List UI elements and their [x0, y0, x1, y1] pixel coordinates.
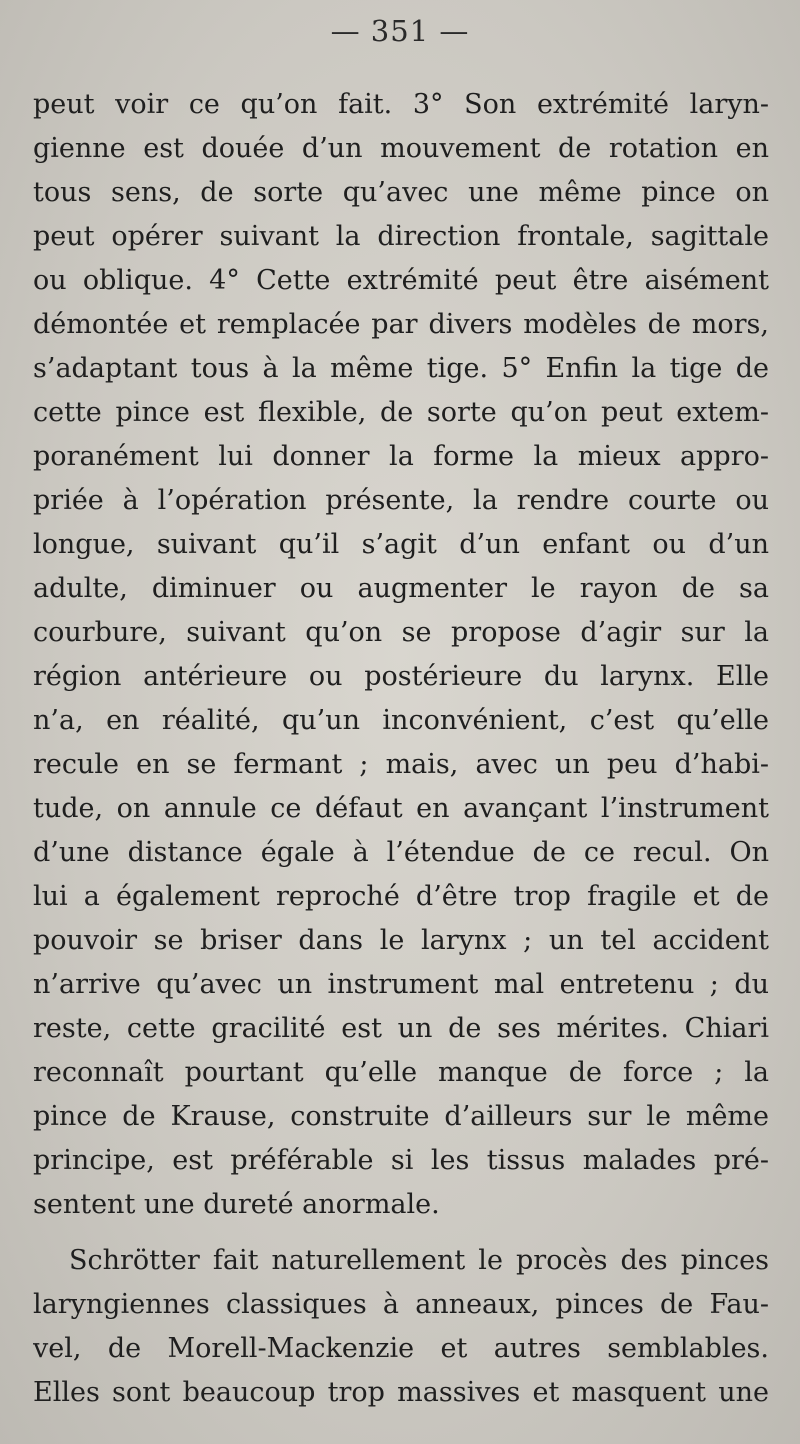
text-line: n’a, en réalité, qu’un inconvénient, c’est qu’elle — [33, 705, 769, 736]
text-line: laryngiennes classiques à anneaux, pinces de Fau- — [33, 1289, 769, 1320]
text-line: courbure, suivant qu’on se propose d’agir sur la — [33, 617, 769, 648]
text-line: Schrötter fait naturellement le procès des pinces — [69, 1245, 769, 1276]
text-line: ou oblique. 4° Cette extrémité peut être aisément — [33, 265, 769, 296]
text-line: adulte, diminuer ou augmenter le rayon de sa — [33, 573, 769, 604]
paragraph-2 — [33, 1239, 769, 1415]
text-line: longue, suivant qu’il s’agit d’un enfant ou d’un — [33, 529, 769, 560]
text-line: reconnaît pourtant qu’elle manque de force ; la — [33, 1057, 769, 1088]
text-line: sentent une dureté anormale. — [33, 1189, 440, 1220]
text-line: lui a également reproché d’être trop fragile et de — [33, 881, 769, 912]
text-line: région antérieure ou postérieure du larynx. Elle — [33, 661, 769, 692]
text-line: reste, cette gracilité est un de ses mérites. Chiari — [33, 1013, 769, 1044]
text-line: Elles sont beaucoup trop massives et masquent une — [33, 1377, 769, 1408]
text-line: gienne est douée d’un mouvement de rotation en — [33, 133, 769, 164]
page-number: — 351 — — [330, 14, 470, 48]
text-line: vel, de Morell-Mackenzie et autres semblables. — [33, 1333, 769, 1364]
text-line: démontée et remplacée par divers modèles de mors, — [33, 309, 769, 340]
text-line: tude, on annule ce défaut en avançant l’instrument — [33, 793, 769, 824]
text-line: n’arrive qu’avec un instrument mal entretenu ; du — [33, 969, 769, 1000]
text-line: cette pince est flexible, de sorte qu’on peut extem- — [33, 397, 769, 428]
text-line: recule en se fermant ; mais, avec un peu d’habi- — [33, 749, 769, 780]
text-line: pince de Krause, construite d’ailleurs sur le même — [33, 1101, 769, 1132]
text-line: s’adaptant tous à la même tige. 5° Enfin la tige de — [33, 353, 769, 384]
paragraph-gap — [33, 1227, 769, 1239]
text-line: peut voir ce qu’on fait. 3° Son extrémité laryn- — [33, 89, 769, 120]
text-line: pouvoir se briser dans le larynx ; un tel accident — [33, 925, 769, 956]
body-text — [33, 83, 769, 1415]
paragraph-1 — [33, 83, 769, 1227]
text-line: tous sens, de sorte qu’avec une même pince on — [33, 177, 769, 208]
text-line: principe, est préférable si les tissus malades pré- — [33, 1145, 769, 1176]
text-line: d’une distance égale à l’étendue de ce recul. On — [33, 837, 769, 868]
text-line: peut opérer suivant la direction frontale, sagittale — [33, 221, 769, 252]
text-line: poranément lui donner la forme la mieux appro- — [33, 441, 769, 472]
text-line: priée à l’opération présente, la rendre courte ou — [33, 485, 769, 516]
